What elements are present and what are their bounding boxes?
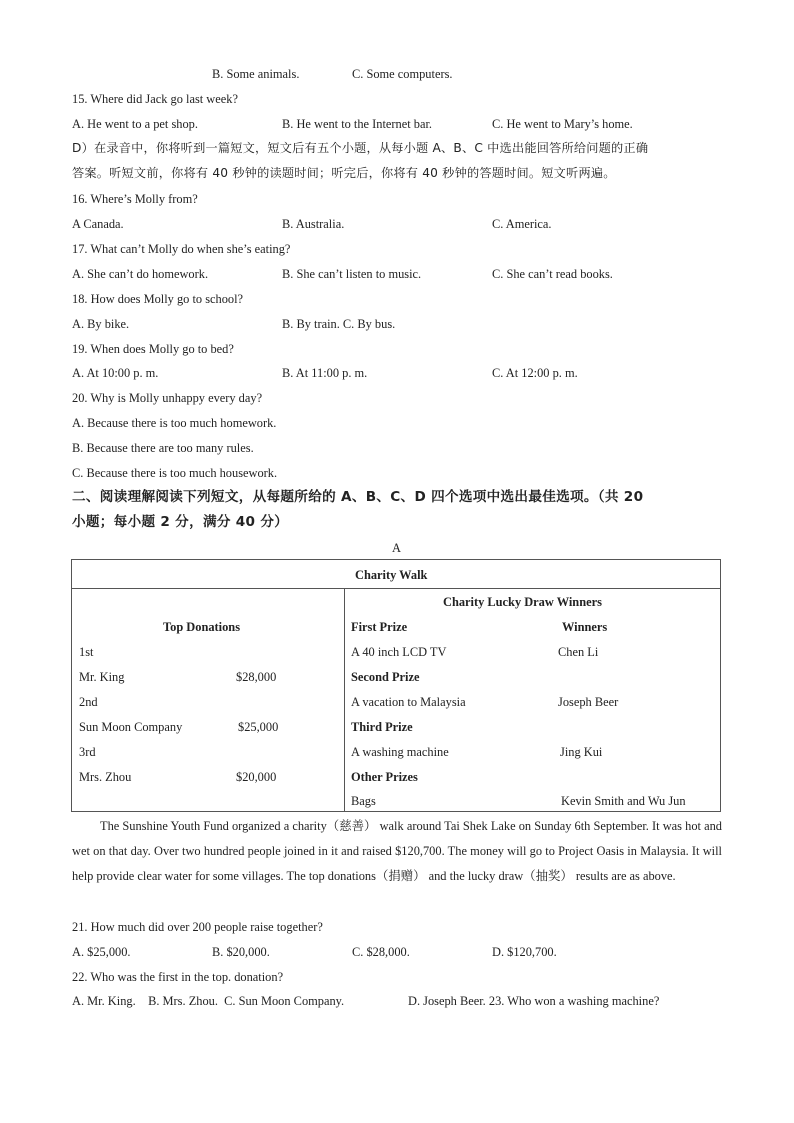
q19-option-a: A. At 10:00 p. m. [72, 366, 159, 380]
q20-option-a: A. Because there is too much homework. [72, 416, 277, 430]
q21-option-c: C. $28,000. [352, 945, 410, 959]
q18-option-a: A. By bike. [72, 317, 130, 331]
question-20: 20. Why is Molly unhappy every day? [72, 391, 263, 405]
lucky-draw-header: Charity Lucky Draw Winners [443, 595, 602, 609]
question-18: 18. How does Molly go to school? [72, 292, 244, 306]
question-15: 15. Where did Jack go last week? [72, 92, 238, 106]
table-divider-vertical [344, 588, 345, 812]
q19-option-c: C. At 12:00 p. m. [492, 366, 578, 380]
third-prize-label: Third Prize [351, 720, 413, 734]
donation-amount-3: $20,000 [236, 770, 277, 784]
question-22: 22. Who was the first in the top. donation? [72, 970, 284, 984]
question-16: 16. Where’s Molly from? [72, 192, 198, 206]
donation-amount-1: $28,000 [236, 670, 277, 684]
q15-option-a: A. He went to a pet shop. [72, 117, 198, 131]
second-prize-winner: Joseph Beer [558, 695, 619, 709]
q18-option-b-c: B. By train. C. By bus. [282, 317, 396, 331]
q21-option-b: B. $20,000. [212, 945, 270, 959]
question-19: 19. When does Molly go to bed? [72, 342, 234, 356]
q16-option-c: C. America. [492, 217, 552, 231]
second-prize-label: Second Prize [351, 670, 420, 684]
q14-option-b: B. Some animals. [212, 67, 300, 81]
donation-amount-2: $25,000 [238, 720, 279, 734]
q22-options-a-c: A. Mr. King. B. Mrs. Zhou. C. Sun Moon Company. [72, 994, 345, 1008]
q15-option-c: C. He went to Mary’s home. [492, 117, 633, 131]
q16-option-a: A Canada. [72, 217, 124, 231]
q17-option-c: C. She can’t read books. [492, 267, 613, 281]
q16-option-b: B. Australia. [282, 217, 345, 231]
other-prizes-winner: Kevin Smith and Wu Jun [561, 794, 686, 808]
q15-option-b: B. He went to the Internet bar. [282, 117, 433, 131]
section-2-heading-line1: 二、阅读理解阅读下列短文，从每题所给的 A、B、C、D 四个选项中选出最佳选项。（共 20 [72, 489, 644, 505]
third-prize-winner: Jing Kui [560, 745, 603, 759]
first-prize-winner: Chen Li [558, 645, 599, 659]
donation-rank-3: 3rd [79, 745, 96, 759]
winners-header: Winners [562, 620, 608, 634]
q14-option-c: C. Some computers. [352, 67, 453, 81]
q17-option-a: A. She can’t do homework. [72, 267, 209, 281]
section-2-heading-line2: 小题；每小题 2 分，满分 40 分） [72, 514, 289, 530]
question-21: 21. How much did over 200 people raise together? [72, 920, 323, 934]
second-prize-item: A vacation to Malaysia [351, 695, 466, 709]
q20-option-c: C. Because there is too much housework. [72, 466, 278, 480]
donation-name-3: Mrs. Zhou [79, 770, 132, 784]
first-prize-item: A 40 inch LCD TV [351, 645, 447, 659]
donation-rank-1: 1st [79, 645, 94, 659]
q21-option-d: D. $120,700. [492, 945, 557, 959]
donation-name-2: Sun Moon Company [79, 720, 183, 734]
passage-label: A [392, 541, 401, 555]
top-donations-header: Top Donations [163, 620, 241, 634]
table-divider-horizontal [71, 588, 721, 589]
table-title: Charity Walk [355, 568, 428, 582]
donation-rank-2: 2nd [79, 695, 98, 709]
q20-option-b: B. Because there are too many rules. [72, 441, 254, 455]
q22-option-d-and-question-23: D. Joseph Beer. 23. Who won a washing machine? [408, 994, 660, 1008]
other-prizes-label: Other Prizes [351, 770, 418, 784]
q21-option-a: A. $25,000. [72, 945, 131, 959]
other-prizes-item: Bags [351, 794, 376, 808]
third-prize-item: A washing machine [351, 745, 449, 759]
donation-name-1: Mr. King [79, 670, 125, 684]
q19-option-b: B. At 11:00 p. m. [282, 366, 368, 380]
passage-paragraph-text: The Sunshine Youth Fund organized a charity（慈善） walk around Tai Shek Lake on Sunday 6th September. It was hot and wet on that day. Over two hundred people joined in it and raised $120,700. The money will go to Project Oasis in Malaysia. It will help provide clear water for some villages. The top donations（捐赠） and the lucky draw（抽奖） results are as above. [72, 819, 722, 883]
passage-paragraph [72, 814, 722, 889]
question-17: 17. What can’t Molly do when she’s eating? [72, 242, 291, 256]
section-d-instruction-line2: 答案。听短文前，你将有 40 秒钟的读题时间；听完后，你将有 40 秒钟的答题时间。短文听两遍。 [72, 166, 616, 180]
section-d-instruction-line1: D）在录音中，你将听到一篇短文，短文后有五个小题，从每小题 A、B、C 中选出能回答所给问题的正确 [72, 141, 649, 155]
q17-option-b: B. She can’t listen to music. [282, 267, 422, 281]
first-prize-label: First Prize [351, 620, 408, 634]
